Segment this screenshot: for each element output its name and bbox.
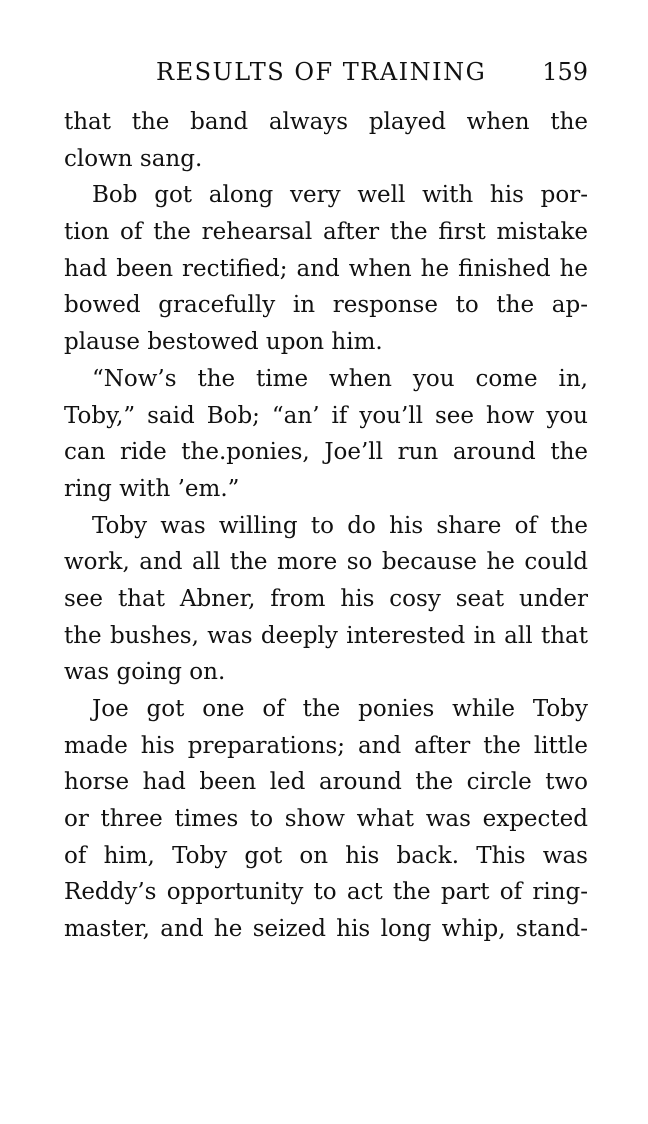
text-line: Bob got along very well with his por- (92, 182, 588, 209)
running-title: RESULTS OF TRAINING (156, 58, 487, 86)
text-line: of him, Toby got on his back. This was (64, 842, 588, 869)
text-line: ring with ’em.” (64, 475, 240, 502)
running-head (64, 54, 588, 90)
text-line: work, and all the more so because he could (64, 549, 588, 576)
text-line: bowed gracefully in response to the ap- (64, 292, 588, 319)
text-line: Toby was willing to do his share of the (92, 512, 588, 539)
text-line: see that Abner, from his cosy seat under (64, 585, 588, 612)
text-line: was going on. (64, 659, 226, 686)
text-line: Joe got one of the ponies while Toby (92, 696, 588, 722)
text-line: clown sang. (64, 145, 203, 172)
text-line: tion of the rehearsal after the first mistake (64, 219, 588, 246)
text-line: can ride the.ponies, Joe’ll run around the (64, 439, 588, 466)
text-line: or three times to show what was expected (64, 806, 588, 833)
text-line: made his preparations; and after the little (64, 732, 588, 759)
page-number: 159 (542, 58, 588, 86)
text-line: Toby,” said Bob; “an’ if you’ll see how you (64, 402, 588, 429)
text-line: had been rectified; and when he finished he (64, 255, 588, 282)
text-line: that the band always played when the (64, 109, 588, 135)
text-line: “Now’s the time when you come in, (92, 365, 588, 392)
body-text (64, 104, 588, 948)
text-line: horse had been led around the circle two (64, 769, 588, 796)
text-line: Reddy’s opportunity to act the part of ring- (64, 879, 588, 906)
text-line: plause bestowed upon him. (64, 329, 383, 356)
text-line: master, and he seized his long whip, stand- (64, 916, 588, 943)
text-line: the bushes, was deeply interested in all that (64, 622, 588, 649)
